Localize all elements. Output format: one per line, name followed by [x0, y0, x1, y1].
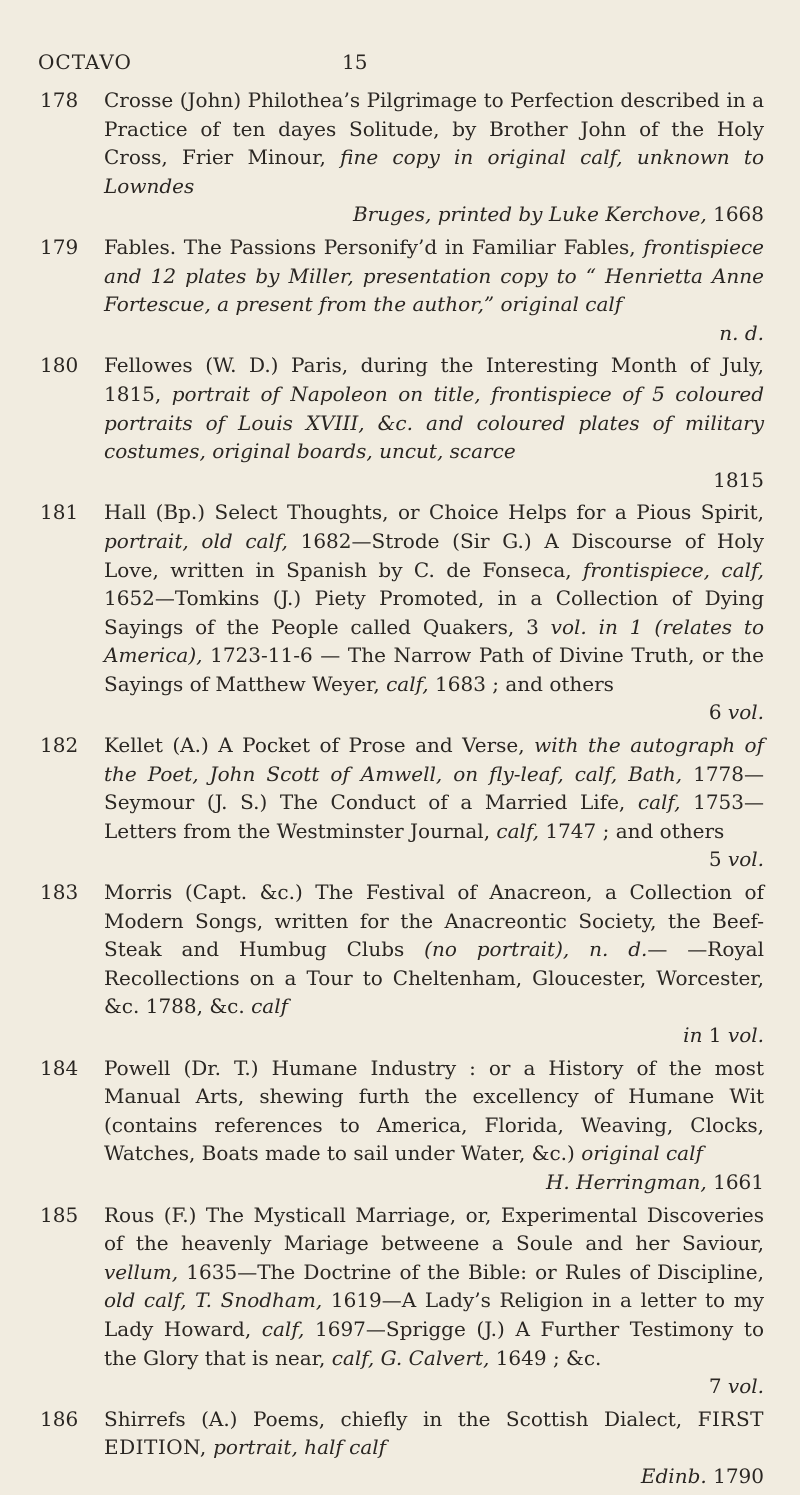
- description-segment: frontispiece and 12 plates by Miller, presentation copy to “ Henrietta Anne Fortescue, a present from the author,” original calf: [104, 234, 764, 317]
- catalogue-entry: [0, 878, 800, 1050]
- description-segment: 1649 ; &c.: [489, 1345, 602, 1370]
- imprint-segment: vol.: [727, 1374, 764, 1399]
- description-segment: 1753—Letters from the Westminster Journal,: [104, 790, 764, 843]
- imprint-segment: Edinb.: [640, 1463, 707, 1488]
- description-segment: 1652—Tomkins (J.) Piety Promoted, in a Collection of Dying Sayings of the People called Quakers, 3: [104, 586, 764, 639]
- imprint-and-volumes: [104, 698, 764, 727]
- imprint-segment: 5: [708, 847, 728, 872]
- description-segment: Fellowes (W. D.) Paris, during the Interesting Month of July, 1815,: [104, 353, 764, 406]
- lot-number: 186: [40, 1406, 79, 1431]
- description-segment: 1682—Strode (Sir G.) A Discourse of Holy Love, written in Spanish by C. de Fonseca,: [104, 528, 764, 582]
- running-head: OCTAVO: [38, 50, 132, 74]
- lot-description: [104, 351, 764, 494]
- description-segment: portrait, half calf: [213, 1435, 387, 1460]
- imprint-segment: 1661: [706, 1169, 764, 1194]
- lot-description: [104, 731, 764, 874]
- imprint-and-volumes: [104, 1462, 764, 1491]
- description-segment: vol. in 1 (relates to America),: [104, 614, 764, 668]
- page-number: 15: [342, 50, 368, 74]
- description-segment: calf: [251, 994, 288, 1019]
- imprint-segment: 1: [702, 1023, 728, 1047]
- description-segment: Morris (Capt. &c.) The Festival of Anacreon, a Collection of Modern Songs, written for the Anacreontic Society, the Beef-Steak and Humbug Clubs: [104, 880, 764, 962]
- lot-number: 185: [40, 1202, 79, 1227]
- lot-description: [104, 1405, 764, 1491]
- catalogue-entry: [0, 233, 800, 347]
- catalogue-entries: [0, 86, 800, 1495]
- description-segment: 1619—A Lady’s Religion in a letter to my Lady Howard,: [104, 1288, 764, 1341]
- description-segment: 1723-11-6 — The Narrow Path of Divine Truth, or the Sayings of Matthew Weyer,: [104, 643, 764, 696]
- imprint-segment: H. Herringman,: [545, 1169, 707, 1194]
- imprint-segment: vol.: [727, 1023, 764, 1047]
- description-segment: calf,: [496, 818, 539, 843]
- imprint-segment: vol.: [727, 847, 764, 872]
- imprint-and-volumes: [104, 319, 764, 348]
- lot-number: 183: [40, 880, 79, 905]
- page-header: [0, 50, 800, 80]
- description-segment: 1683 ; and others: [428, 671, 614, 696]
- lot-number: 181: [40, 500, 79, 525]
- description-segment: — —Royal Recollections on a Tour to Cheltenham, Gloucester, Worcester, &c. 1788, &c.: [104, 937, 764, 1019]
- imprint-and-volumes: [104, 1021, 764, 1050]
- description-segment: 1697—Sprigge (J.) A Further Testimony to the Glory that is near,: [104, 1316, 764, 1370]
- lot-description: [104, 233, 764, 347]
- imprint-segment: 1668: [706, 202, 764, 227]
- description-segment: vellum,: [104, 1259, 179, 1284]
- imprint-segment: vol.: [727, 700, 764, 725]
- lot-description: [104, 1201, 764, 1401]
- description-segment: calf,: [386, 671, 429, 696]
- lot-number: 184: [40, 1055, 79, 1080]
- lot-number: 182: [40, 733, 79, 758]
- description-segment: Hall (Bp.) Select Thoughts, or Choice Helps for a Pious Spirit,: [104, 500, 764, 525]
- description-segment: 1778—Seymour (J. S.) The Conduct of a Married Life,: [104, 761, 765, 815]
- catalogue-entry: [0, 498, 800, 727]
- description-segment: Rous (F.) The Mysticall Marriage, or, Experimental Discoveries of the heavenly Mariage betweene a Soule and her Saviour,: [104, 1202, 764, 1256]
- lot-description: [104, 878, 764, 1050]
- catalogue-entry: [0, 351, 800, 494]
- description-segment: calf,: [637, 790, 681, 815]
- catalogue-entry: [0, 731, 800, 874]
- description-segment: 1747 ; and others: [539, 818, 725, 843]
- lot-number: 180: [40, 353, 79, 378]
- imprint-segment: 1790: [706, 1463, 764, 1488]
- description-segment: Kellet (A.) A Pocket of Prose and Verse,: [104, 733, 535, 758]
- description-segment: calf,: [261, 1316, 305, 1341]
- description-segment: calf, G. Calvert,: [331, 1345, 490, 1370]
- imprint-segment: Bruges, printed by Luke Kerchove,: [352, 202, 707, 227]
- imprint-and-volumes: [104, 1168, 764, 1197]
- description-segment: Fables. The Passions Personify’d in Familiar Fables,: [104, 234, 644, 259]
- description-segment: portrait, old calf,: [104, 528, 288, 553]
- description-segment: original calf: [581, 1141, 703, 1166]
- description-segment: with the autograph of the Poet, John Scott of Amwell, on fly-leaf, calf, Bath,: [104, 733, 764, 786]
- lot-description: [104, 1054, 764, 1197]
- description-segment: (no portrait), n. d.: [424, 937, 648, 962]
- imprint-segment: in: [683, 1023, 703, 1047]
- description-segment: 1635—The Doctrine of the Bible: or Rules of Discipline,: [178, 1259, 764, 1284]
- catalogue-entry: [0, 1054, 800, 1197]
- description-segment: portrait of Napoleon on title, frontispiece of 5 coloured portraits of Louis XVIII, &c. and coloured plates of military costumes, original boards, uncut, scarce: [104, 381, 764, 464]
- imprint-segment: 7: [708, 1374, 728, 1399]
- lot-description: [104, 86, 764, 229]
- imprint-segment: 1815: [713, 467, 764, 492]
- description-segment: Powell (Dr. T.) Humane Industry : or a History of the most Manual Arts, shewing furth the excellency of Humane Wit (contains references to America, Florida, Weaving, Clocks, Watches, Boats made to sail under Water, &c.): [104, 1055, 764, 1166]
- imprint-segment: 6: [708, 700, 728, 725]
- imprint-and-volumes: [104, 1372, 764, 1401]
- description-segment: Shirrefs (A.) Poems, chiefly in the Scottish Dialect,: [104, 1406, 698, 1431]
- imprint-and-volumes: [104, 466, 764, 495]
- imprint-and-volumes: [104, 200, 764, 229]
- catalogue-entry: [0, 1405, 800, 1491]
- description-segment: frontispiece, calf,: [583, 557, 764, 582]
- lot-description: [104, 498, 764, 727]
- catalogue-entry: [0, 86, 800, 229]
- lot-number: 178: [40, 88, 79, 112]
- description-segment: FIRST EDITION,: [104, 1406, 764, 1460]
- description-segment: old calf, T. Snodham,: [104, 1288, 323, 1313]
- lot-number: 179: [40, 234, 79, 259]
- imprint-segment: n. d.: [719, 320, 764, 345]
- catalogue-entry: [0, 1201, 800, 1401]
- imprint-and-volumes: [104, 845, 764, 874]
- description-segment: Crosse (John) Philothea’s Pilgrimage to Perfection described in a Practice of ten dayes Solitude, by Brother John of the Holy Cross, Frier Minour,: [104, 88, 764, 170]
- description-segment: fine copy in original calf, unknown to Lowndes: [104, 145, 764, 198]
